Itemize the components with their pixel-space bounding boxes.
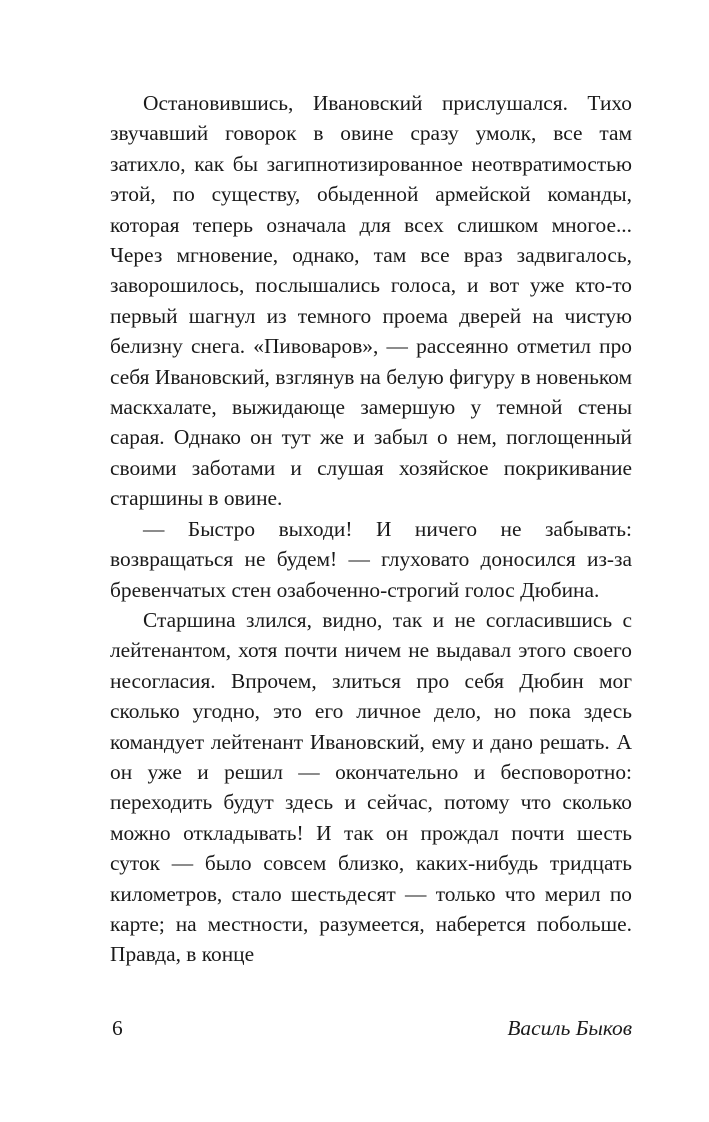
page-body (110, 88, 632, 970)
paragraph-1: Остановившись, Ивановский прислушался. Тихо звучавший говорок в овине сразу умолк, все там затихло, как бы загипнотизированное неотвратимостью этой, по существу, обыденной армейской команды, которая теперь означала для всех слишком многое... Через мгновение, однако, там все враз задвигалось, заворошилось, послышались голоса, и вот уже кто-то первый шагнул из темного проема дверей на чистую белизну снега. «Пивоваров», — рассеянно отметил про себя Ивановский, взглянув на белую фигуру в новеньком маскхалате, выжидающе замершую у темной стены сарая. Однако он тут же и забыл о нем, поглощенный своими заботами и слушая хозяйское покрикивание старшины в овине. (110, 91, 632, 511)
page-number: 6 (112, 1016, 123, 1040)
paragraph-3: Старшина злился, видно, так и не согласившись с лейтенантом, хотя почти ничем не выдавал этого своего несогласия. Впрочем, злиться про себя Дюбин мог сколько угодно, это его личное дело, но пока здесь командует лейтенант Ивановский, ему и дано решать. А он уже и решил — окончательно и бесповоротно: переходить будут здесь и сейчас, потому что сколько можно откладывать! И так он прождал почти шесть суток — было совсем близко, каких-нибудь тридцать километров, стало шестьдесят — только что мерил по карте; на местности, разумеется, наберется побольше. Правда, в конце (110, 607, 632, 967)
paragraph-2: — Быстро выходи! И ничего не забывать: возвращаться не будем! — глуховато доносился из-за бревенчатых стен озабоченно-строгий голос Дюбина. (110, 516, 632, 602)
running-head-author: Василь Быков (507, 1016, 632, 1040)
page-footer (110, 1013, 632, 1043)
